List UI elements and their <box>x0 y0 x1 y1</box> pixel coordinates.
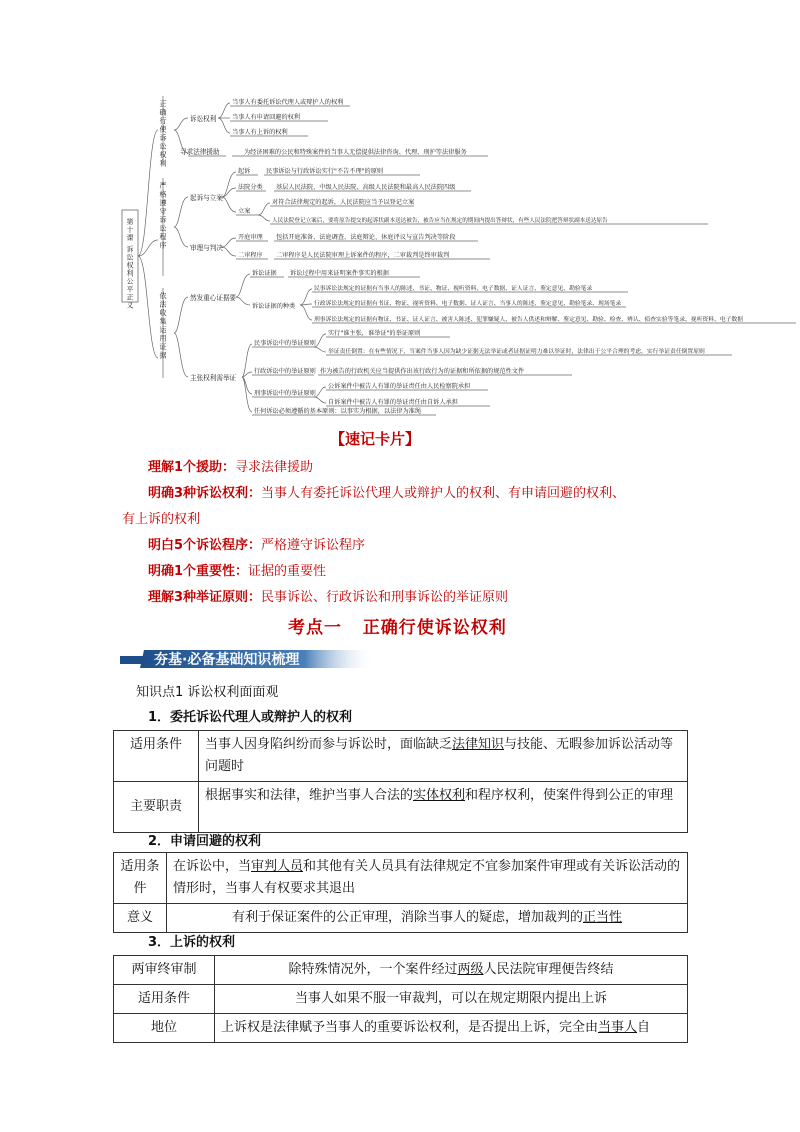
branch-3-label: 依法收集运用证据 <box>159 292 167 360</box>
underlined-term: 当事人 <box>598 1020 638 1035</box>
row-key: 适用条件 <box>114 853 167 904</box>
knowledge-point: 知识点1 诉讼权利面面观 <box>136 685 279 700</box>
card-value: 严格遵守诉讼程序 <box>261 538 366 553</box>
table-row <box>114 985 688 1014</box>
row-key: 适用条件 <box>114 731 199 782</box>
mm-leaf: 民事诉讼与行政诉讼实行"不告不理"的原则 <box>266 168 384 175</box>
card-line-5 <box>148 585 508 611</box>
card-line-1 <box>148 455 313 481</box>
text: 当事人因身陷纠纷而参与诉讼时，面临缺乏 <box>205 737 453 752</box>
text: 和其他有关人员具有法律规定不宜参加案件审理或有关诉讼活动的情形时，当事人有权要求其退出 <box>173 859 681 896</box>
mm-leaf: 刑事诉讼法规定的证据有物证、书证、证人证言、被害人陈述、犯罪嫌疑人、被告人供述和辩解、鉴定意见、勘验、检查、辨认、侦查实验等笔录、视听资料、电子数据 <box>314 317 743 323</box>
card-line-3 <box>148 533 365 559</box>
row-value <box>167 904 688 933</box>
mm-sub: 刑事诉讼中的举证原则 <box>254 390 316 397</box>
row-value <box>215 985 688 1014</box>
text: 自 <box>637 1020 651 1035</box>
section-banner <box>120 648 380 670</box>
topic-title <box>288 613 507 638</box>
card-label: 理解1个援助： <box>148 460 236 475</box>
row-key: 适用条件 <box>114 985 215 1014</box>
mm-sub: 民事诉讼中的举证原则 <box>254 340 316 347</box>
card-line-2-cont <box>122 507 200 533</box>
table-1 <box>113 730 688 833</box>
mm-leaf: 诉讼过程中用来证明案件事实的根据 <box>290 270 389 277</box>
mm-node: 然发重心证据要 <box>190 294 237 302</box>
table-2 <box>113 852 688 933</box>
mm-leaf: 人民法院登记立案后，要将原告提交的起诉状副本送达被告，被告应当在规定的期间内提出答辩状，有些人民法院把答辩状副本送达原告 <box>272 218 608 224</box>
topic-number: 考点一 <box>288 618 342 638</box>
mm-leaf: 作为被告的行政机关应当提供作出该行政行为的证据和所依据的规范性文件 <box>320 368 525 375</box>
row-key: 两审终审制 <box>114 956 215 985</box>
table-3 <box>113 955 688 1043</box>
row-value <box>199 731 688 782</box>
mm-node: 主张权利需举证 <box>190 374 237 382</box>
mm-leaf: 二审程序是人民法院审理上诉案件的程序，二审裁判是终审裁判 <box>276 252 450 259</box>
underlined-term: 实体权利 <box>413 788 466 803</box>
section-3-heading: 3．上诉的权利 <box>148 935 236 950</box>
mindmap-root: 第十课 诉讼权利公平正义 <box>126 218 134 310</box>
mm-node: 寻求法律援助 <box>180 148 220 156</box>
mm-sub: 二审程序 <box>238 252 263 259</box>
text: 在诉讼中，当 <box>173 859 252 874</box>
mm-leaf: 为经济困难的公民和特殊案件的当事人无偿提供法律咨询、代理、刑护等法律服务 <box>244 149 467 156</box>
mm-leaf: 当事人有委托诉讼代理人或辩护人的权利 <box>232 99 344 106</box>
card-value: 证据的重要性 <box>248 564 327 579</box>
mm-leaf: 举证责任倒置：在有些情况下，当案件当事人因为缺少证据无法举证或者证据证明力难以举证时，法律出于公平合理的考虑，实行举证责任倒置原则 <box>328 349 705 355</box>
text: 与技能、无暇参加诉讼活动等问题时 <box>205 737 674 774</box>
mm-sub: 立案 <box>238 208 251 215</box>
underlined-term: 正当性 <box>583 910 623 925</box>
card-title: 【速记卡片】 <box>330 430 421 448</box>
branch-1-label: 正确行使诉讼权利 <box>159 100 167 168</box>
mm-sub: 起诉 <box>238 168 251 175</box>
mm-leaf: 对符合法律规定的起诉，人民法院应当予以登记立案 <box>272 199 415 206</box>
mm-sub: 法院分类 <box>238 184 263 191</box>
mm-sub: 任何诉讼必须遵循的基本原则：以事实为根据，以法律为准绳 <box>254 408 422 415</box>
mm-node: 起诉与立案 <box>190 194 223 202</box>
row-value <box>167 853 688 904</box>
row-key: 意义 <box>114 904 167 933</box>
card-label: 明确1个重要性： <box>148 564 249 579</box>
card-value: 寻求法律援助 <box>235 460 314 475</box>
mm-leaf: 当事人有上诉的权利 <box>232 129 288 136</box>
text: 上诉权是法律赋予当事人的重要诉讼权利，是否提出上诉，完全由 <box>221 1020 599 1035</box>
mm-sub: 诉讼证据的种类 <box>252 303 296 310</box>
row-value <box>215 956 688 985</box>
mm-leaf: 当事人有申请回避的权利 <box>232 114 301 121</box>
text: 除特殊情况外，一个案件经过 <box>288 962 458 977</box>
mm-node: 审理与判决 <box>190 244 223 252</box>
mind-map <box>118 90 798 420</box>
mm-leaf: 包括开庭准备、法庭调查、法庭辩论、休庭评议与宣告判决等阶段 <box>276 234 456 241</box>
table-row <box>114 853 688 904</box>
mm-leaf: 基层人民法院、中级人民法院、高级人民法院和最高人民法院四级 <box>276 184 456 191</box>
underlined-term: 法律知识 <box>452 737 505 752</box>
card-label: 理解3种举证原则： <box>148 590 262 605</box>
text: 根据事实和法律，维护当事人合法的 <box>205 788 414 803</box>
banner-text: 夯基·必备基础知识梳理 <box>154 652 300 668</box>
topic-name: 正确行使诉讼权利 <box>362 618 507 638</box>
table-row <box>114 782 688 833</box>
text: 和程序权利，使案件得到公正的审理 <box>465 788 674 803</box>
section-2-heading: 2．申请回避的权利 <box>148 834 262 849</box>
card-value: 当事人有委托诉讼代理人或辩护人的权利、有申请回避的权利、 <box>261 486 626 501</box>
mm-sub: 行政诉讼中的举证原则 <box>254 368 316 375</box>
card-label: 明白5个诉讼程序： <box>148 538 262 553</box>
table-row <box>114 904 688 933</box>
row-value <box>199 782 688 833</box>
row-key: 主要职责 <box>114 782 199 833</box>
table-row <box>114 956 688 985</box>
branch-2-label: 严格遵守诉讼程序 <box>159 182 167 250</box>
card-label: 明确3种诉讼权利： <box>148 486 262 501</box>
underlined-term: 两级 <box>457 962 484 977</box>
text: 人民法院审理便告终结 <box>483 962 614 977</box>
underlined-term: 审判人员 <box>251 859 304 874</box>
card-line-2 <box>148 481 625 507</box>
mm-leaf: 公诉案件中被告人有罪的举证责任由人民检察院承担 <box>328 383 471 390</box>
mm-node: 诉讼权利 <box>190 115 217 123</box>
text: 有利于保证案件的公正审理，消除当事人的疑虑，增加裁判的 <box>231 910 583 925</box>
mm-sub: 诉讼证据 <box>252 270 277 277</box>
mm-sub: 开庭审理 <box>238 234 263 241</box>
table-row <box>114 731 688 782</box>
row-value <box>215 1014 688 1043</box>
text: 当事人如果不服一审裁判，可以在规定期限内提出上诉 <box>294 991 607 1006</box>
mm-leaf: 民事诉讼法规定的证据有当事人的陈述、书证、物证、视听资料、电子数据、证人证言、鉴定意见、勘验笔录 <box>314 286 593 292</box>
mm-leaf: 行政诉讼法规定的证据有书证、物证、视听资料、电子数据、证人证言、当事人的陈述、鉴定意见、勘验笔录、现场笔录 <box>314 301 622 307</box>
mm-leaf: 实行"谁主张，谁举证"的举证原则 <box>328 330 421 337</box>
section-1-heading: 1．委托诉讼代理人或辩护人的权利 <box>148 710 353 725</box>
card-value: 民事诉讼、行政诉讼和刑事诉讼的举证原则 <box>261 590 509 605</box>
card-line-4 <box>148 559 326 585</box>
mm-leaf: 自诉案件中被告人有罪的举证责任由自诉人承担 <box>328 399 458 406</box>
row-key: 地位 <box>114 1014 215 1043</box>
card-value: 有上诉的权利 <box>122 512 201 527</box>
table-row <box>114 1014 688 1043</box>
